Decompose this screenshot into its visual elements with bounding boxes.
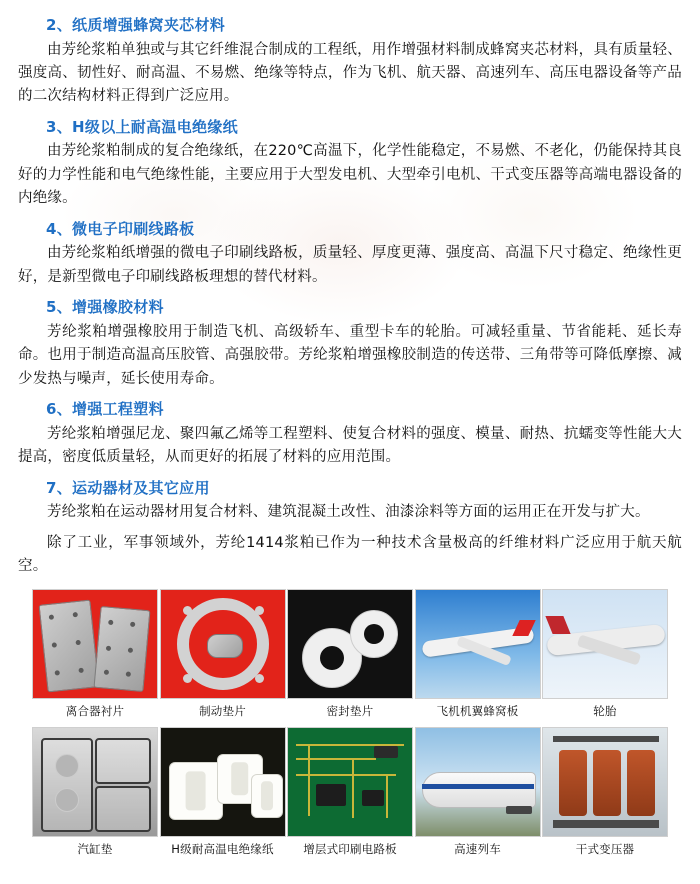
section-4-heading: 4、微电子印刷线路板 bbox=[46, 219, 195, 238]
gallery-row-1 bbox=[32, 589, 668, 719]
gallery-item-cylinder-gasket bbox=[32, 727, 158, 857]
section-5 bbox=[18, 296, 682, 391]
dry-type-transformer-image bbox=[542, 727, 668, 837]
section-2-paragraph: 由芳纶浆粕单独或与其它纤维混合制成的工程纸，用作增强材料制成蜂窝夹芯材料，具有质量轻、强度高、韧性好、耐高温、不易燃、绝缘等特点，作为飞机、航天器、高速列车、高压电器设备等产品的二次结构材料正得到广泛应用。 bbox=[18, 41, 682, 105]
section-5-heading: 5、增强橡胶材料 bbox=[46, 298, 164, 317]
gallery-caption: 轮胎 bbox=[593, 703, 617, 718]
tire-image bbox=[542, 589, 668, 699]
closing-paragraph: 除了工业，军事领域外，芳纶1414浆粕已作为一种技术含量极高的纤维材料广泛应用于航天航空。 bbox=[18, 534, 682, 575]
seal-washer-image bbox=[287, 589, 413, 699]
gallery-caption: 密封垫片 bbox=[326, 703, 374, 718]
gallery-item-brake-pad bbox=[160, 589, 286, 719]
section-2-heading: 2、纸质增强蜂窝夹芯材料 bbox=[46, 16, 226, 34]
section-6 bbox=[18, 398, 682, 469]
brake-pad-image bbox=[160, 589, 286, 699]
section-4-paragraph: 由芳纶浆粕纸增强的微电子印刷线路板，质量轻、厚度更薄、强度高、高温下尺寸稳定、绝缘性更好，是新型微电子印刷线路板理想的替代材料。 bbox=[18, 245, 682, 285]
section-2 bbox=[18, 14, 682, 109]
gallery-row-2 bbox=[32, 727, 668, 857]
gallery-item-clutch-lining bbox=[32, 589, 158, 719]
cylinder-gasket-image bbox=[32, 727, 158, 837]
image-gallery bbox=[18, 589, 682, 857]
gallery-caption: 离合器衬片 bbox=[65, 703, 125, 718]
aircraft-wing-image bbox=[415, 589, 541, 699]
gallery-caption: 飞机机翼蜂窝板 bbox=[436, 703, 519, 718]
gallery-item-high-speed-train bbox=[415, 727, 541, 857]
section-7-paragraph: 芳纶浆粕在运动器材用复合材料、建筑混凝土改性、油漆涂料等方面的运用正在开发与扩大。 bbox=[47, 504, 650, 521]
gallery-caption: H级耐高温电绝缘纸 bbox=[171, 841, 274, 856]
gallery-caption: 高速列车 bbox=[454, 841, 501, 856]
section-4 bbox=[18, 218, 682, 289]
gallery-item-printed-circuit-board bbox=[287, 727, 413, 857]
section-3-heading: 3、H级以上耐高温电绝缘纸 bbox=[46, 117, 238, 136]
section-3 bbox=[18, 116, 682, 211]
gallery-caption: 增层式印刷电路板 bbox=[303, 841, 397, 856]
section-6-heading: 6、增强工程塑料 bbox=[46, 400, 164, 419]
gallery-caption: 干式变压器 bbox=[575, 841, 635, 856]
gallery-caption: 汽缸垫 bbox=[77, 841, 113, 856]
clutch-lining-image bbox=[32, 589, 158, 699]
printed-circuit-board-image bbox=[287, 727, 413, 837]
section-3-paragraph: 由芳纶浆粕制成的复合绝缘纸，在220℃高温下，化学性能稳定，不易燃、不老化，仍能保持其良好的力学性能和电气绝缘性能，主要应用于大型发电机、大型牵引电机、干式变压器等高端电器设备的内绝缘。 bbox=[18, 143, 682, 207]
section-7 bbox=[18, 477, 682, 525]
gallery-item-insulation-paper-roll bbox=[160, 727, 286, 857]
section-5-paragraph: 芳纶浆粕增强橡胶用于制造飞机、高级轿车、重型卡车的轮胎。可减轻重量、节省能耗、延长寿命。也用于制造高温高压胶管、高强胶带。芳纶浆粕增强橡胶制造的传送带、三角带等可降低摩擦、减少发热与噪声，延长使用寿命。 bbox=[18, 323, 682, 387]
insulation-paper-roll-image bbox=[160, 727, 286, 837]
section-7-heading: 7、运动器材及其它应用 bbox=[46, 478, 210, 497]
gallery-item-seal-washer bbox=[287, 589, 413, 719]
high-speed-train-image bbox=[415, 727, 541, 837]
gallery-item-aircraft-wing bbox=[415, 589, 541, 719]
gallery-item-tire bbox=[542, 589, 668, 719]
section-6-paragraph: 芳纶浆粕增强尼龙、聚四氟乙烯等工程塑料、使复合材料的强度、模量、耐热、抗蠕变等性能大大提高，密度低质量轻，从而更好的拓展了材料的应用范围。 bbox=[18, 425, 682, 466]
gallery-item-dry-type-transformer bbox=[542, 727, 668, 857]
gallery-caption: 制动垫片 bbox=[199, 703, 246, 718]
